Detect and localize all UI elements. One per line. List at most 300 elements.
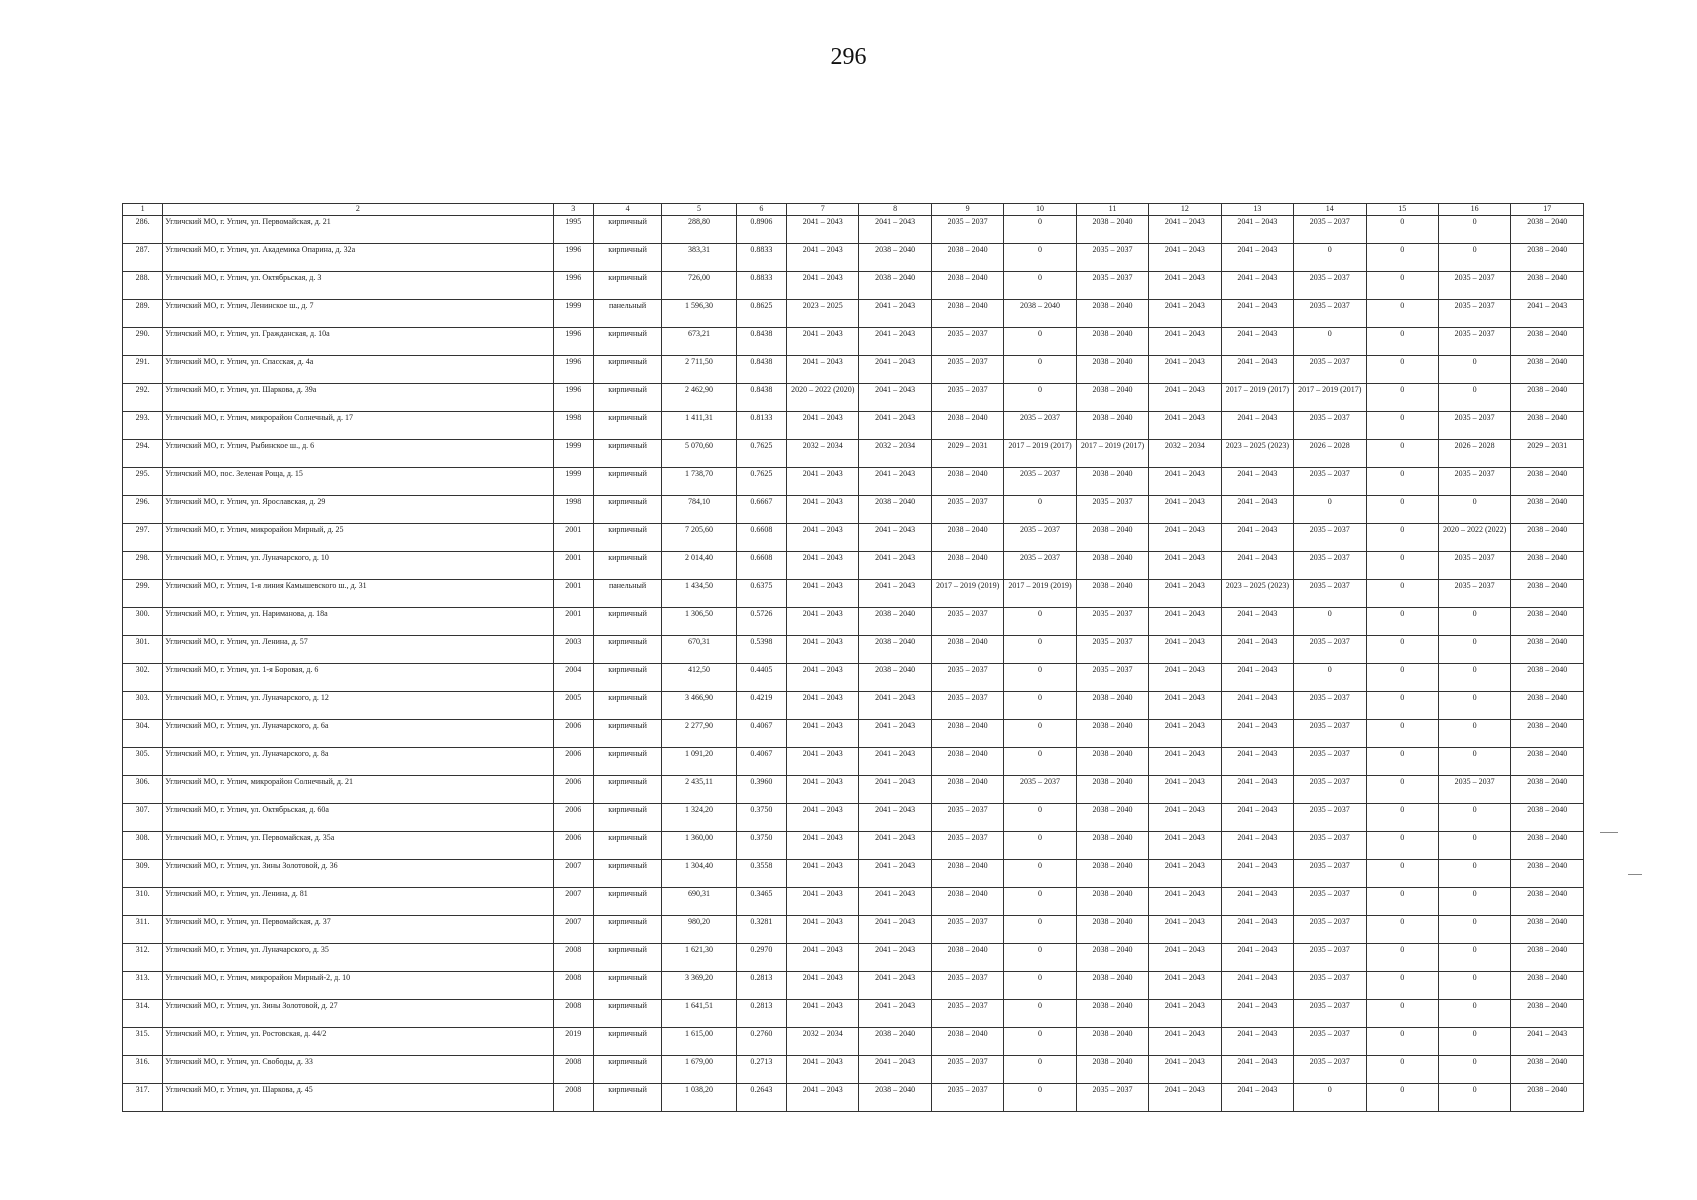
table-cell: 2041 – 2043 bbox=[1221, 804, 1293, 832]
table-cell: 2035 – 2037 bbox=[931, 496, 1003, 524]
table-cell: кирпичный bbox=[593, 944, 661, 972]
table-cell: 2019 bbox=[553, 1028, 593, 1056]
table-cell: 2038 – 2040 bbox=[1511, 636, 1584, 664]
table-cell: 2038 – 2040 bbox=[1511, 692, 1584, 720]
table-cell: 2008 bbox=[553, 972, 593, 1000]
table-cell: 2041 – 2043 bbox=[787, 272, 859, 300]
table-cell: 0.4067 bbox=[736, 720, 786, 748]
table-cell: 2026 – 2028 bbox=[1438, 440, 1510, 468]
table-cell: 2041 – 2043 bbox=[787, 356, 859, 384]
table-cell: 2038 – 2040 bbox=[1511, 804, 1584, 832]
table-cell: 2038 – 2040 bbox=[1511, 524, 1584, 552]
table-cell: 2035 – 2037 bbox=[931, 664, 1003, 692]
table-cell: 0 bbox=[1366, 804, 1438, 832]
table-cell: 2004 bbox=[553, 664, 593, 692]
column-header: 7 bbox=[787, 204, 859, 216]
table-cell: 2041 – 2043 bbox=[1221, 412, 1293, 440]
table-cell: 0 bbox=[1004, 972, 1076, 1000]
table-cell: 2041 – 2043 bbox=[1149, 804, 1221, 832]
table-cell: 2038 – 2040 bbox=[859, 636, 931, 664]
table-cell: 2041 – 2043 bbox=[859, 804, 931, 832]
table-cell: 2041 – 2043 bbox=[1511, 1028, 1584, 1056]
table-cell: 2035 – 2037 bbox=[1438, 300, 1510, 328]
table-header bbox=[123, 204, 1584, 216]
row-number: 287. bbox=[123, 244, 163, 272]
table-cell: 2038 – 2040 bbox=[931, 888, 1003, 916]
row-number: 311. bbox=[123, 916, 163, 944]
table-cell: 2035 – 2037 bbox=[931, 916, 1003, 944]
column-header: 2 bbox=[163, 204, 553, 216]
table-cell: 0 bbox=[1366, 328, 1438, 356]
column-header: 11 bbox=[1076, 204, 1148, 216]
row-number: 295. bbox=[123, 468, 163, 496]
table-cell: 2041 – 2043 bbox=[787, 804, 859, 832]
table-cell: 2038 – 2040 bbox=[931, 944, 1003, 972]
table-cell: 2035 – 2037 bbox=[1294, 720, 1366, 748]
address-cell: Угличский МО, г. Углич, Ленинское ш., д. 7 bbox=[163, 300, 553, 328]
table-cell: 0.4405 bbox=[736, 664, 786, 692]
table-cell: 2023 – 2025 (2023) bbox=[1221, 580, 1293, 608]
table-cell: 0 bbox=[1366, 552, 1438, 580]
table-cell: 0 bbox=[1438, 244, 1510, 272]
table-cell: 2017 – 2019 (2017) bbox=[1076, 440, 1148, 468]
table-cell: 2041 – 2043 bbox=[787, 608, 859, 636]
table-cell: 2041 – 2043 bbox=[1221, 916, 1293, 944]
address-cell: Угличский МО, г. Углич, микрорайон Солнечный, д. 21 bbox=[163, 776, 553, 804]
table-cell: 2041 – 2043 bbox=[1221, 328, 1293, 356]
table-cell: 2035 – 2037 bbox=[1294, 692, 1366, 720]
table-cell: 2041 – 2043 bbox=[859, 720, 931, 748]
row-number: 315. bbox=[123, 1028, 163, 1056]
table-cell: 2041 – 2043 bbox=[859, 972, 931, 1000]
table-row bbox=[123, 524, 1584, 552]
table-cell: 2038 – 2040 bbox=[931, 412, 1003, 440]
table-row bbox=[123, 748, 1584, 776]
table-cell: 2041 – 2043 bbox=[1221, 748, 1293, 776]
table-row bbox=[123, 1056, 1584, 1084]
table-cell: 2041 – 2043 bbox=[1149, 272, 1221, 300]
column-header: 17 bbox=[1511, 204, 1584, 216]
table-cell: 2007 bbox=[553, 888, 593, 916]
table-cell: 0 bbox=[1294, 328, 1366, 356]
table-cell: 0 bbox=[1366, 496, 1438, 524]
table-cell: 0.7625 bbox=[736, 440, 786, 468]
table-cell: 2035 – 2037 bbox=[1438, 272, 1510, 300]
table-cell: 0 bbox=[1438, 972, 1510, 1000]
table-cell: 2006 bbox=[553, 804, 593, 832]
table-cell: 2041 – 2043 bbox=[1221, 468, 1293, 496]
table-cell: 2041 – 2043 bbox=[1149, 1084, 1221, 1112]
table-cell: 2041 – 2043 bbox=[787, 1056, 859, 1084]
table-cell: 0 bbox=[1438, 356, 1510, 384]
row-number: 314. bbox=[123, 1000, 163, 1028]
table-cell: 2035 – 2037 bbox=[1294, 412, 1366, 440]
table-cell: 2038 – 2040 bbox=[1511, 720, 1584, 748]
table-cell: 0 bbox=[1004, 720, 1076, 748]
table-cell: 0 bbox=[1438, 1084, 1510, 1112]
table-cell: кирпичный bbox=[593, 1000, 661, 1028]
table-cell: 2041 – 2043 bbox=[1221, 552, 1293, 580]
table-cell: 0 bbox=[1438, 804, 1510, 832]
column-header: 1 bbox=[123, 204, 163, 216]
row-number: 289. bbox=[123, 300, 163, 328]
table-row bbox=[123, 496, 1584, 524]
table-cell: 2041 – 2043 bbox=[859, 1056, 931, 1084]
table-cell: кирпичный bbox=[593, 412, 661, 440]
table-cell: кирпичный bbox=[593, 860, 661, 888]
table-cell: 2041 – 2043 bbox=[1221, 944, 1293, 972]
table-cell: 0.8438 bbox=[736, 384, 786, 412]
table-cell: 2035 – 2037 bbox=[1294, 356, 1366, 384]
table-cell: 2038 – 2040 bbox=[1511, 552, 1584, 580]
table-cell: 2041 – 2043 bbox=[1221, 720, 1293, 748]
table-cell: 2041 – 2043 bbox=[1149, 300, 1221, 328]
table-cell: 2041 – 2043 bbox=[1221, 1000, 1293, 1028]
table-cell: 2041 – 2043 bbox=[1221, 272, 1293, 300]
table-cell: 2041 – 2043 bbox=[1149, 692, 1221, 720]
table-cell: 1998 bbox=[553, 412, 593, 440]
address-cell: Угличский МО, г. Углич, ул. Ростовская, д. 44/2 bbox=[163, 1028, 553, 1056]
table-cell: 0 bbox=[1366, 748, 1438, 776]
table-cell: 2008 bbox=[553, 1000, 593, 1028]
table-row bbox=[123, 1084, 1584, 1112]
table-cell: 2032 – 2034 bbox=[787, 1028, 859, 1056]
table-cell: 2035 – 2037 bbox=[1294, 300, 1366, 328]
table-cell: 0 bbox=[1366, 216, 1438, 244]
table-cell: 383,31 bbox=[662, 244, 736, 272]
table-cell: 0 bbox=[1294, 496, 1366, 524]
address-cell: Угличский МО, г. Углич, ул. Первомайская, д. 21 bbox=[163, 216, 553, 244]
table-cell: 2023 – 2025 (2023) bbox=[1221, 440, 1293, 468]
table-cell: 2005 bbox=[553, 692, 593, 720]
table-cell: 2041 – 2043 bbox=[859, 468, 931, 496]
table-cell: 0 bbox=[1004, 496, 1076, 524]
table-cell: 2041 – 2043 bbox=[787, 944, 859, 972]
table-cell: 0.7625 bbox=[736, 468, 786, 496]
table-cell: 2041 – 2043 bbox=[787, 748, 859, 776]
table-cell: 2041 – 2043 bbox=[787, 524, 859, 552]
table-cell: 2041 – 2043 bbox=[787, 468, 859, 496]
table-cell: кирпичный bbox=[593, 1056, 661, 1084]
table-row bbox=[123, 1028, 1584, 1056]
table-cell: 1 411,31 bbox=[662, 412, 736, 440]
table-cell: 0.3750 bbox=[736, 832, 786, 860]
table-cell: 2041 – 2043 bbox=[787, 1084, 859, 1112]
table-cell: кирпичный bbox=[593, 384, 661, 412]
row-number: 308. bbox=[123, 832, 163, 860]
table-cell: 2017 – 2019 (2017) bbox=[1221, 384, 1293, 412]
table-cell: 1995 bbox=[553, 216, 593, 244]
table-cell: 2038 – 2040 bbox=[1511, 244, 1584, 272]
table-cell: 2038 – 2040 bbox=[1076, 384, 1148, 412]
table-cell: кирпичный bbox=[593, 888, 661, 916]
table-cell: 2038 – 2040 bbox=[1076, 580, 1148, 608]
table-cell: 0 bbox=[1004, 748, 1076, 776]
table-cell: 2038 – 2040 bbox=[859, 1028, 931, 1056]
table-cell: 2038 – 2040 bbox=[1076, 356, 1148, 384]
table-cell: кирпичный bbox=[593, 916, 661, 944]
address-cell: Угличский МО, г. Углич, ул. Луначарского, д. 8а bbox=[163, 748, 553, 776]
table-row bbox=[123, 580, 1584, 608]
table-cell: 2006 bbox=[553, 776, 593, 804]
table-cell: 0.6608 bbox=[736, 552, 786, 580]
table-cell: 0 bbox=[1366, 384, 1438, 412]
address-cell: Угличский МО, г. Углич, микрорайон Солнечный, д. 17 bbox=[163, 412, 553, 440]
table-cell: 2038 – 2040 bbox=[1076, 1000, 1148, 1028]
table-cell: 2038 – 2040 bbox=[931, 720, 1003, 748]
table-cell: 2041 – 2043 bbox=[1149, 524, 1221, 552]
table-cell: 0.3558 bbox=[736, 860, 786, 888]
table-cell: 0.8438 bbox=[736, 356, 786, 384]
row-number: 307. bbox=[123, 804, 163, 832]
table-cell: 0 bbox=[1366, 720, 1438, 748]
table-cell: 0 bbox=[1294, 244, 1366, 272]
table-cell: 0 bbox=[1004, 328, 1076, 356]
table-cell: 2035 – 2037 bbox=[1438, 468, 1510, 496]
table-cell: 2023 – 2025 bbox=[787, 300, 859, 328]
table-cell: 2038 – 2040 bbox=[931, 468, 1003, 496]
table-cell: 2038 – 2040 bbox=[931, 748, 1003, 776]
page-number: 296 bbox=[830, 44, 867, 70]
table-cell: 1996 bbox=[553, 244, 593, 272]
table-cell: 2032 – 2034 bbox=[1149, 440, 1221, 468]
table-cell: 2038 – 2040 bbox=[1076, 972, 1148, 1000]
address-cell: Угличский МО, г. Углич, ул. Спасская, д. 4а bbox=[163, 356, 553, 384]
table-row bbox=[123, 692, 1584, 720]
table-cell: 2041 – 2043 bbox=[787, 720, 859, 748]
table-row bbox=[123, 552, 1584, 580]
table-cell: 2038 – 2040 bbox=[1511, 832, 1584, 860]
table-cell: 2041 – 2043 bbox=[1149, 328, 1221, 356]
table-cell: 0 bbox=[1438, 664, 1510, 692]
table-cell: 0 bbox=[1366, 636, 1438, 664]
row-number: 304. bbox=[123, 720, 163, 748]
table-cell: 0 bbox=[1366, 1056, 1438, 1084]
table-cell: 1998 bbox=[553, 496, 593, 524]
table-cell: 2026 – 2028 bbox=[1294, 440, 1366, 468]
table-cell: 0 bbox=[1366, 664, 1438, 692]
table-cell: 2035 – 2037 bbox=[1294, 1028, 1366, 1056]
table-cell: 1999 bbox=[553, 468, 593, 496]
table-cell: 2041 – 2043 bbox=[1221, 832, 1293, 860]
table-cell: 3 466,90 bbox=[662, 692, 736, 720]
table-cell: 2038 – 2040 bbox=[1076, 1056, 1148, 1084]
table-cell: 2035 – 2037 bbox=[1294, 272, 1366, 300]
table-cell: 2001 bbox=[553, 580, 593, 608]
table-cell: 2035 – 2037 bbox=[1076, 272, 1148, 300]
table-cell: 0 bbox=[1366, 972, 1438, 1000]
table-cell: кирпичный bbox=[593, 524, 661, 552]
table-cell: кирпичный bbox=[593, 1028, 661, 1056]
table-cell: 2035 – 2037 bbox=[1294, 916, 1366, 944]
table-cell: 2041 – 2043 bbox=[1149, 216, 1221, 244]
address-cell: Угличский МО, г. Углич, микрорайон Мирный, д. 25 bbox=[163, 524, 553, 552]
table-cell: 2038 – 2040 bbox=[1076, 748, 1148, 776]
table-cell: 2038 – 2040 bbox=[1076, 552, 1148, 580]
table-cell: 2035 – 2037 bbox=[931, 608, 1003, 636]
table-cell: 0 bbox=[1438, 384, 1510, 412]
table-cell: 2041 – 2043 bbox=[1149, 384, 1221, 412]
table-cell: 2041 – 2043 bbox=[787, 972, 859, 1000]
table-row bbox=[123, 608, 1584, 636]
table-cell: 0 bbox=[1004, 244, 1076, 272]
table-cell: 2017 – 2019 (2017) bbox=[1004, 440, 1076, 468]
column-header: 12 bbox=[1149, 204, 1221, 216]
table-cell: кирпичный bbox=[593, 496, 661, 524]
table-cell: 2041 – 2043 bbox=[787, 328, 859, 356]
table-cell: 2038 – 2040 bbox=[1076, 860, 1148, 888]
table-cell: кирпичный bbox=[593, 608, 661, 636]
table-cell: 0.8833 bbox=[736, 244, 786, 272]
table-cell: 2035 – 2037 bbox=[931, 692, 1003, 720]
table-cell: 412,50 bbox=[662, 664, 736, 692]
table-cell: 2041 – 2043 bbox=[787, 664, 859, 692]
table-cell: кирпичный bbox=[593, 636, 661, 664]
table-cell: 2041 – 2043 bbox=[1149, 972, 1221, 1000]
table-cell: 980,20 bbox=[662, 916, 736, 944]
table-cell: 784,10 bbox=[662, 496, 736, 524]
table-cell: 2 014,40 bbox=[662, 552, 736, 580]
housing-register-table bbox=[122, 203, 1584, 1112]
table-row bbox=[123, 1000, 1584, 1028]
table-cell: 2 277,90 bbox=[662, 720, 736, 748]
table-cell: 0 bbox=[1004, 636, 1076, 664]
table-cell: 2038 – 2040 bbox=[931, 300, 1003, 328]
table-cell: 2035 – 2037 bbox=[1438, 412, 1510, 440]
column-header: 9 bbox=[931, 204, 1003, 216]
row-number: 313. bbox=[123, 972, 163, 1000]
row-number: 302. bbox=[123, 664, 163, 692]
row-number: 300. bbox=[123, 608, 163, 636]
table-cell: 2038 – 2040 bbox=[1511, 356, 1584, 384]
table-cell: 2035 – 2037 bbox=[931, 1056, 1003, 1084]
table-cell: 2041 – 2043 bbox=[1221, 692, 1293, 720]
table-cell: 0.3750 bbox=[736, 804, 786, 832]
table-cell: 2 462,90 bbox=[662, 384, 736, 412]
table-cell: панельный bbox=[593, 300, 661, 328]
table-cell: 2041 – 2043 bbox=[1149, 412, 1221, 440]
table-cell: 2038 – 2040 bbox=[1511, 944, 1584, 972]
table-cell: 2038 – 2040 bbox=[859, 272, 931, 300]
table-cell: 0.2760 bbox=[736, 1028, 786, 1056]
table-cell: 0 bbox=[1004, 692, 1076, 720]
table-cell: 2041 – 2043 bbox=[1149, 1056, 1221, 1084]
table-cell: 2041 – 2043 bbox=[1149, 356, 1221, 384]
table-cell: 2041 – 2043 bbox=[1149, 720, 1221, 748]
table-cell: 0 bbox=[1366, 832, 1438, 860]
table-cell: 1996 bbox=[553, 384, 593, 412]
table-cell: 2029 – 2031 bbox=[1511, 440, 1584, 468]
table-cell: 2038 – 2040 bbox=[1511, 776, 1584, 804]
table-cell: 2041 – 2043 bbox=[1149, 916, 1221, 944]
table-cell: 670,31 bbox=[662, 636, 736, 664]
table-cell: 2035 – 2037 bbox=[1294, 804, 1366, 832]
table-cell: 2035 – 2037 bbox=[1294, 972, 1366, 1000]
table-cell: 0 bbox=[1438, 944, 1510, 972]
table-cell: кирпичный bbox=[593, 832, 661, 860]
table-cell: кирпичный bbox=[593, 328, 661, 356]
table-cell: 0 bbox=[1004, 888, 1076, 916]
table-cell: кирпичный bbox=[593, 356, 661, 384]
table-cell: 0 bbox=[1294, 664, 1366, 692]
table-cell: 0 bbox=[1366, 888, 1438, 916]
table-cell: 673,21 bbox=[662, 328, 736, 356]
table-cell: 2003 bbox=[553, 636, 593, 664]
table-cell: кирпичный bbox=[593, 216, 661, 244]
scan-mark bbox=[1600, 832, 1618, 833]
column-header: 10 bbox=[1004, 204, 1076, 216]
table-cell: 2038 – 2040 bbox=[1511, 412, 1584, 440]
table-cell: кирпичный bbox=[593, 804, 661, 832]
column-header: 6 bbox=[736, 204, 786, 216]
table-cell: 0.4067 bbox=[736, 748, 786, 776]
table-cell: 2038 – 2040 bbox=[1511, 580, 1584, 608]
table-row bbox=[123, 720, 1584, 748]
table-cell: 2035 – 2037 bbox=[931, 356, 1003, 384]
table-cell: 2038 – 2040 bbox=[1076, 720, 1148, 748]
table-cell: 2038 – 2040 bbox=[1076, 692, 1148, 720]
table-cell: 2029 – 2031 bbox=[931, 440, 1003, 468]
table-cell: 0.2813 bbox=[736, 972, 786, 1000]
row-number: 293. bbox=[123, 412, 163, 440]
table-cell: 0 bbox=[1366, 440, 1438, 468]
table-cell: 2038 – 2040 bbox=[931, 272, 1003, 300]
table-cell: 2035 – 2037 bbox=[1294, 552, 1366, 580]
table-cell: 0.3960 bbox=[736, 776, 786, 804]
table-cell: 0 bbox=[1366, 608, 1438, 636]
row-number: 296. bbox=[123, 496, 163, 524]
table-row bbox=[123, 216, 1584, 244]
table-cell: 2038 – 2040 bbox=[1511, 468, 1584, 496]
table-cell: 726,00 bbox=[662, 272, 736, 300]
table-cell: 2035 – 2037 bbox=[931, 328, 1003, 356]
table-cell: 2038 – 2040 bbox=[1076, 524, 1148, 552]
table-cell: 2038 – 2040 bbox=[859, 664, 931, 692]
table-cell: 2041 – 2043 bbox=[859, 776, 931, 804]
table-cell: 0 bbox=[1438, 608, 1510, 636]
table-cell: 2038 – 2040 bbox=[931, 552, 1003, 580]
table-cell: 2041 – 2043 bbox=[787, 552, 859, 580]
table-cell: 0 bbox=[1438, 216, 1510, 244]
table-cell: 0 bbox=[1366, 1000, 1438, 1028]
table-cell: 2041 – 2043 bbox=[787, 216, 859, 244]
address-cell: Угличский МО, г. Углич, 1-я линия Камышевского ш., д. 31 bbox=[163, 580, 553, 608]
table-cell: 2041 – 2043 bbox=[1221, 496, 1293, 524]
table-row bbox=[123, 664, 1584, 692]
table-cell: 2038 – 2040 bbox=[1511, 748, 1584, 776]
table-cell: 1 621,30 bbox=[662, 944, 736, 972]
table-cell: 0 bbox=[1004, 216, 1076, 244]
table-cell: 288,80 bbox=[662, 216, 736, 244]
address-cell: Угличский МО, г. Углич, ул. Свободы, д. 33 bbox=[163, 1056, 553, 1084]
table-cell: 0.5398 bbox=[736, 636, 786, 664]
table-cell: 2041 – 2043 bbox=[1221, 1028, 1293, 1056]
table-cell: 0 bbox=[1366, 272, 1438, 300]
table-cell: 0.6608 bbox=[736, 524, 786, 552]
table-cell: 2007 bbox=[553, 916, 593, 944]
table-cell: 2035 – 2037 bbox=[1076, 1084, 1148, 1112]
table-cell: кирпичный bbox=[593, 468, 661, 496]
table-cell: 2038 – 2040 bbox=[1511, 272, 1584, 300]
table-cell: 2041 – 2043 bbox=[1149, 1000, 1221, 1028]
table-cell: кирпичный bbox=[593, 748, 661, 776]
table-cell: 2035 – 2037 bbox=[1076, 496, 1148, 524]
table-cell: 2035 – 2037 bbox=[1294, 944, 1366, 972]
table-cell: 0 bbox=[1438, 748, 1510, 776]
table-cell: 2035 – 2037 bbox=[1294, 888, 1366, 916]
table-cell: 2041 – 2043 bbox=[859, 328, 931, 356]
table-cell: 0 bbox=[1294, 1084, 1366, 1112]
